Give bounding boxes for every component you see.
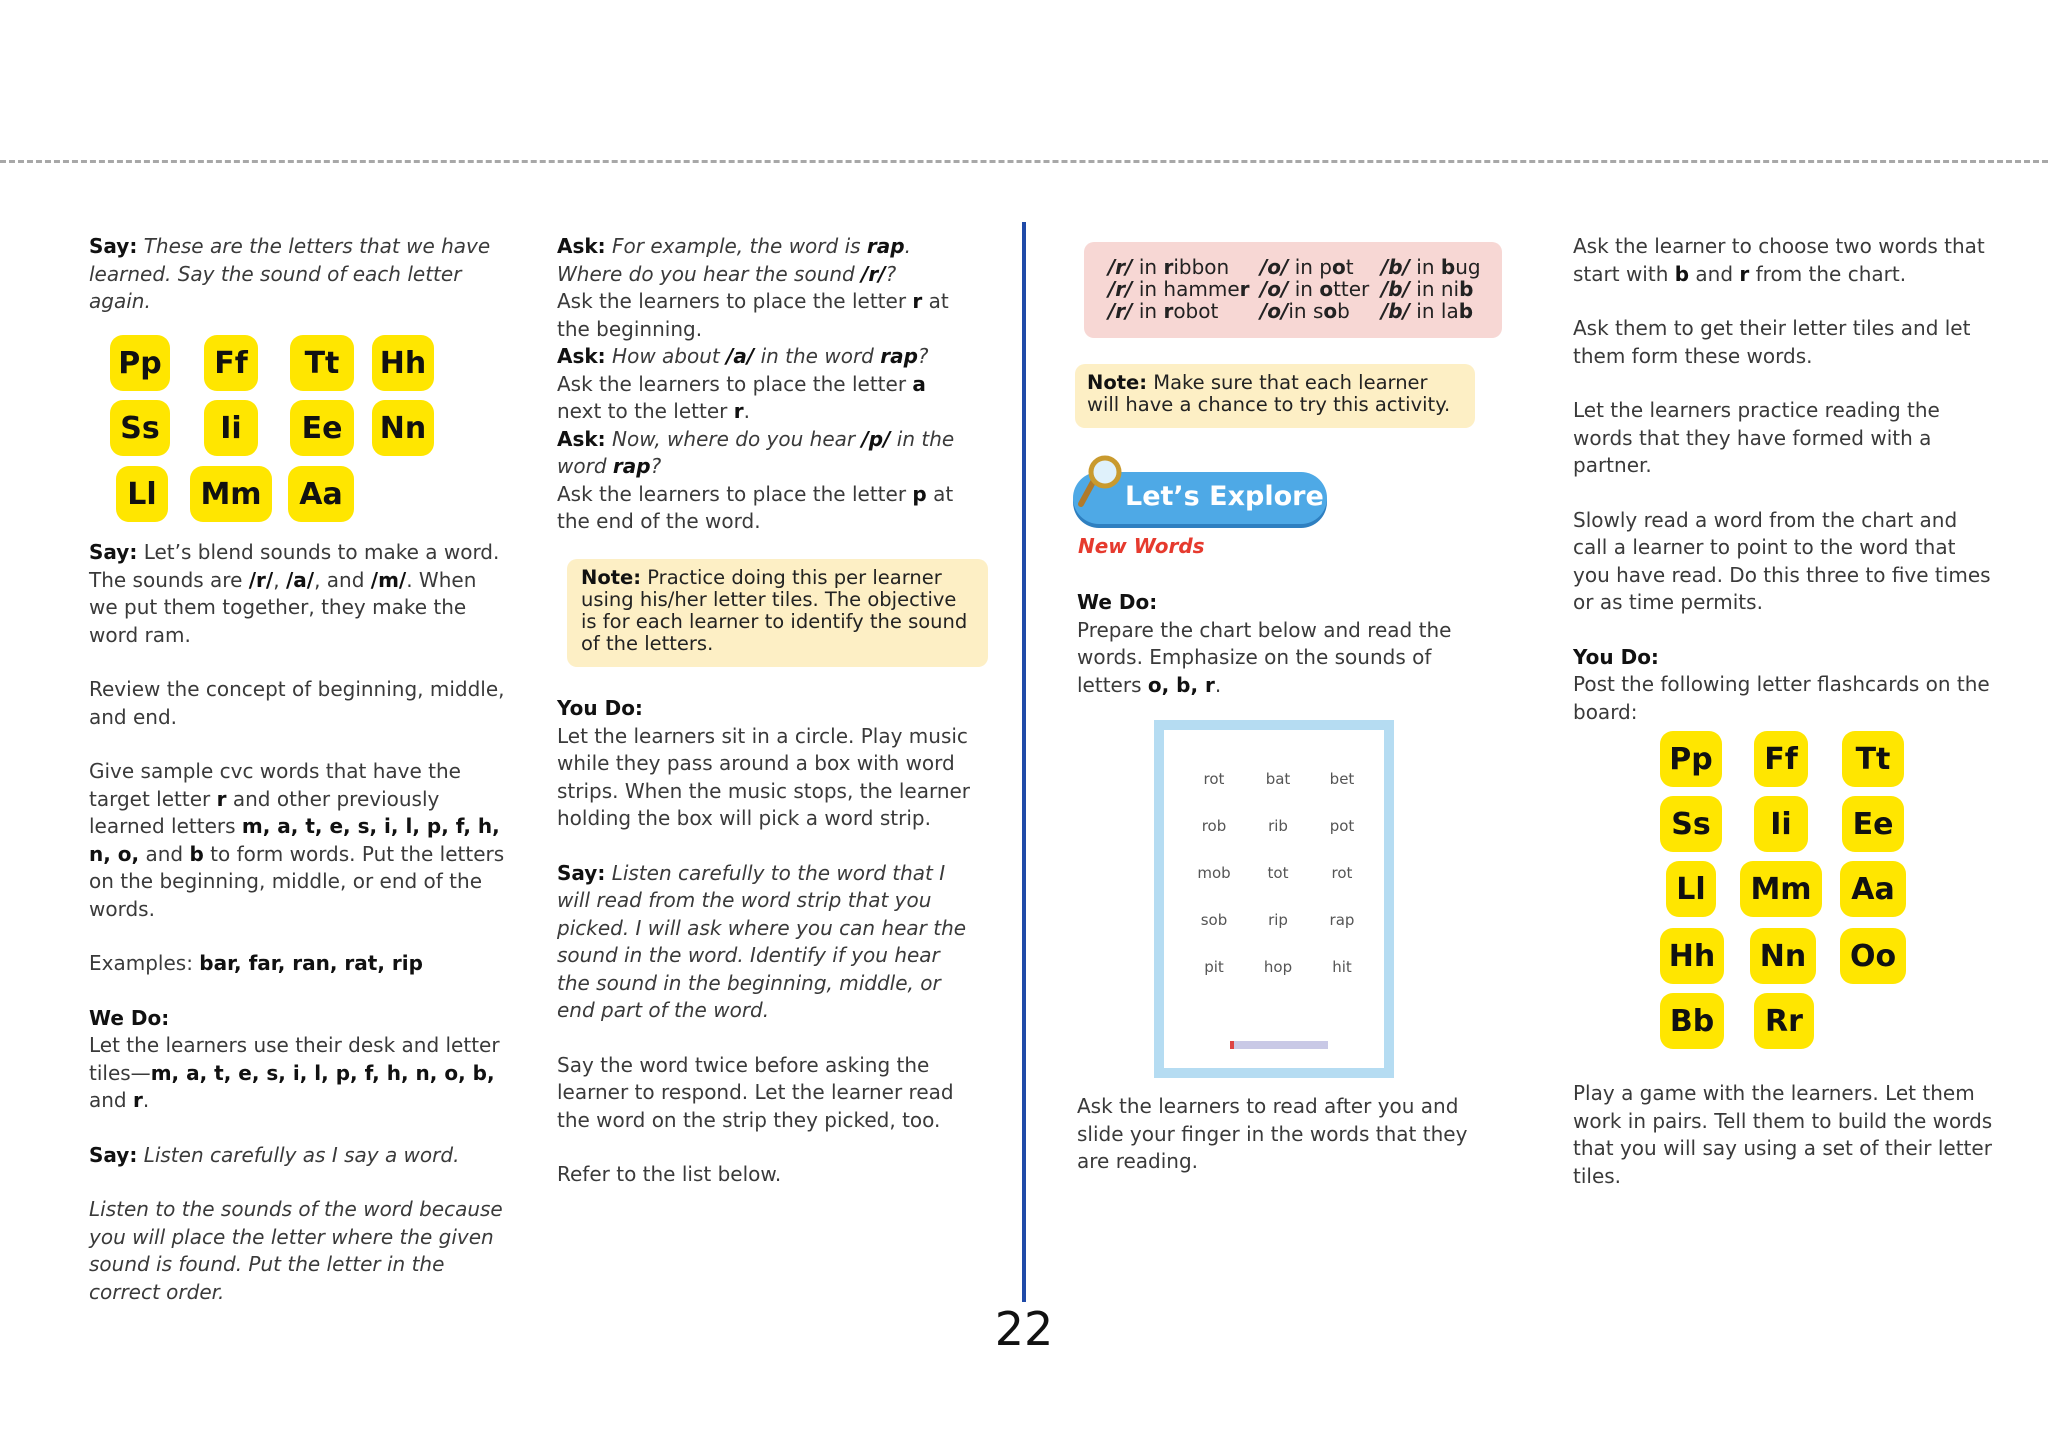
letter-tile: Ll [116,466,168,522]
say-instruction-4: Say: Listen carefully to the word that I will read from the word strip that you picked. I will ask where you can hear the sound in the word. Identify if you hear the sound in the beginning, middle, or end part of the word. [557,860,967,1022]
say-instruction-1: Say: These are the letters that we have learned. Say the sound of each letter again. [89,234,491,313]
chart-word: tot [1267,864,1289,882]
lets-explore-label: Let’s Explore [1125,481,1324,512]
letter-tile: Ll [1666,861,1716,917]
play-game-paragraph: Play a game with the learners. Let them work in pairs. Tell them to build the words that you will say using a set of their letter tiles. [1573,1081,1993,1188]
lets-explore-banner [1073,472,1327,524]
you-do-paragraph: Let the learners sit in a circle. Play music while they pass around a box with word strips. When the music stops, the learner holding the box will pick a word strip. [557,723,971,830]
sound-example: /b/ in nib [1381,277,1474,301]
chart-word: rip [1268,911,1288,929]
letter-tile: Mm [190,466,272,522]
page-divider [1022,222,1026,1302]
word-chart [1154,720,1394,1078]
letter-tile: Oo [1840,928,1906,984]
place-2: Ask the learners to place the letter a next to the letter r. [557,371,926,423]
letter-tile: Aa [288,466,354,522]
letter-tile: Mm [1740,861,1822,917]
sound-example: /b/ in lab [1381,299,1474,323]
column-3-after [1077,1093,1497,1176]
column-3-body [1077,589,1497,699]
ask-3: Ask: Now, where do you hear /p/ in the word rap? [557,426,955,478]
note-box-activity: Note: Make sure that each learner will have a chance to try this activity. [1075,364,1475,428]
place-3: Ask the learners to place the letter p at the end of the word. [557,481,954,533]
sound-example: /o/in sob [1260,299,1350,323]
chart-word: hit [1332,958,1352,976]
letter-tile: Ff [204,335,258,391]
sound-example: /b/ in bug [1381,255,1481,279]
column-4 [1573,233,1993,726]
letter-tile: Tt [290,335,354,391]
slowly-read-paragraph: Slowly read a word from the chart and call a learner to point to the word that you have read. Do this three to five times or as time permits. [1573,507,1991,614]
letter-tile: Rr [1754,993,1814,1049]
we-do-paragraph-2: Prepare the chart below and read the words. Emphasize on the sounds of letters o, b, r. [1077,617,1452,697]
give-samples-paragraph: Give sample cvc words that have the target letter r and other previously learned letters m, a, t, e, s, i, l, p, f, h, n, o, and b to form words. Put the letters on the beginning, middle, or end of the words. [89,759,505,921]
letter-tile: Nn [1750,928,1816,984]
letter-tile: Ee [1842,796,1904,852]
chart-word: rap [1329,911,1355,929]
letter-tile: Ff [1754,731,1808,787]
column-1-body [89,539,509,1306]
letter-tile: Ii [204,400,258,456]
sounds-column-r [1108,256,1250,322]
dashed-separator [0,160,2048,163]
say-twice-paragraph: Say the word twice before asking the learner to respond. Let the learner read the word on the strip they picked, too. [557,1052,954,1132]
you-do-heading-2: You Do: [1573,644,1659,669]
letter-tile: Nn [372,400,434,456]
letter-tile: Ii [1754,796,1808,852]
chart-word: pit [1204,958,1224,976]
chart-word: rib [1268,817,1288,835]
post-flashcards-paragraph: Post the following letter flashcards on the board: [1573,672,1990,724]
chart-word: bet [1329,770,1355,788]
we-do-heading: We Do: [89,1005,170,1030]
column-4-end [1573,1080,1993,1190]
letter-tile: Pp [110,335,170,391]
say-instruction-3: Say: Listen carefully as I say a word. [89,1142,460,1167]
column-2-body [557,695,977,1189]
choose-words-paragraph: Ask the learner to choose two words that start with b and r from the chart. [1573,234,1985,286]
letter-tile: Ss [110,400,170,456]
review-paragraph: Review the concept of beginning, middle, and end. [89,677,505,729]
sound-example: /o/ in pot [1260,255,1354,279]
ask-2: Ask: How about /a/ in the word rap? [557,344,929,368]
letter-tile: Tt [1842,731,1904,787]
you-do-heading: You Do: [557,696,643,720]
magnifying-glass-icon [1077,454,1125,512]
sound-example: /r/ in hammer [1108,277,1250,301]
chart-word: mob [1197,864,1231,882]
sound-example: /r/ in ribbon [1108,255,1230,279]
sounds-column-o [1260,256,1369,322]
say-instruction-2: Say: Let’s blend sounds to make a word. The sounds are /r/, /a/, and /m/. When we put them together, they make the word ram. [89,540,500,647]
letter-tile: Ee [290,400,354,456]
chart-word: rot [1331,864,1353,882]
sounds-column-b [1381,256,1481,322]
we-do-paragraph: Let the learners use their desk and letter tiles—m, a, t, e, s, i, l, p, f, h, n, o, b, and r. [89,1033,500,1112]
chart-word: rot [1203,770,1225,788]
chart-caption-strip [1230,1041,1328,1049]
read-after-paragraph: Ask the learners to read after you and slide your finger in the words that they are reading. [1077,1094,1468,1173]
ask-1: Ask: For example, the word is rap. Where do you hear the sound /r/? [557,234,911,286]
letter-tile: Aa [1840,861,1906,917]
practice-paragraph: Let the learners practice reading the words that they have formed with a partner. [1573,398,1940,477]
new-words-heading: New Words [1078,534,1205,558]
chart-word: rob [1201,817,1227,835]
target-sounds-box [1084,242,1502,338]
letter-tile: Ss [1660,796,1722,852]
letter-tile: Hh [372,335,434,391]
letter-tile: Hh [1660,928,1724,984]
letter-tile: Pp [1660,731,1722,787]
letter-tiles-paragraph: Ask them to get their letter tiles and let them form these words. [1573,316,1971,368]
sound-example: /o/ in otter [1260,277,1370,301]
sound-example: /r/ in robot [1108,299,1219,323]
chart-word: bat [1265,770,1291,788]
page-number: 22 [994,1302,1054,1356]
refer-paragraph: Refer to the list below. [557,1162,782,1186]
column-1 [89,233,509,316]
note-box-practice: Note: Practice doing this per learner using his/her letter tiles. The objective is for each learner to identify the sound of the letters. [567,559,988,667]
chart-word: hop [1263,958,1293,976]
we-do-heading-2: We Do: [1077,590,1158,614]
chart-word: sob [1200,911,1228,929]
examples-line: Examples: bar, far, ran, rat, rip [89,951,423,975]
letter-tile: Bb [1660,993,1724,1049]
column-2 [557,233,972,536]
place-1: Ask the learners to place the letter r at the beginning. [557,289,949,341]
listen-paragraph: Listen to the sounds of the word because you will place the letter where the given sound is found. Put the letter in the correct order. [89,1197,503,1304]
chart-word: pot [1329,817,1355,835]
